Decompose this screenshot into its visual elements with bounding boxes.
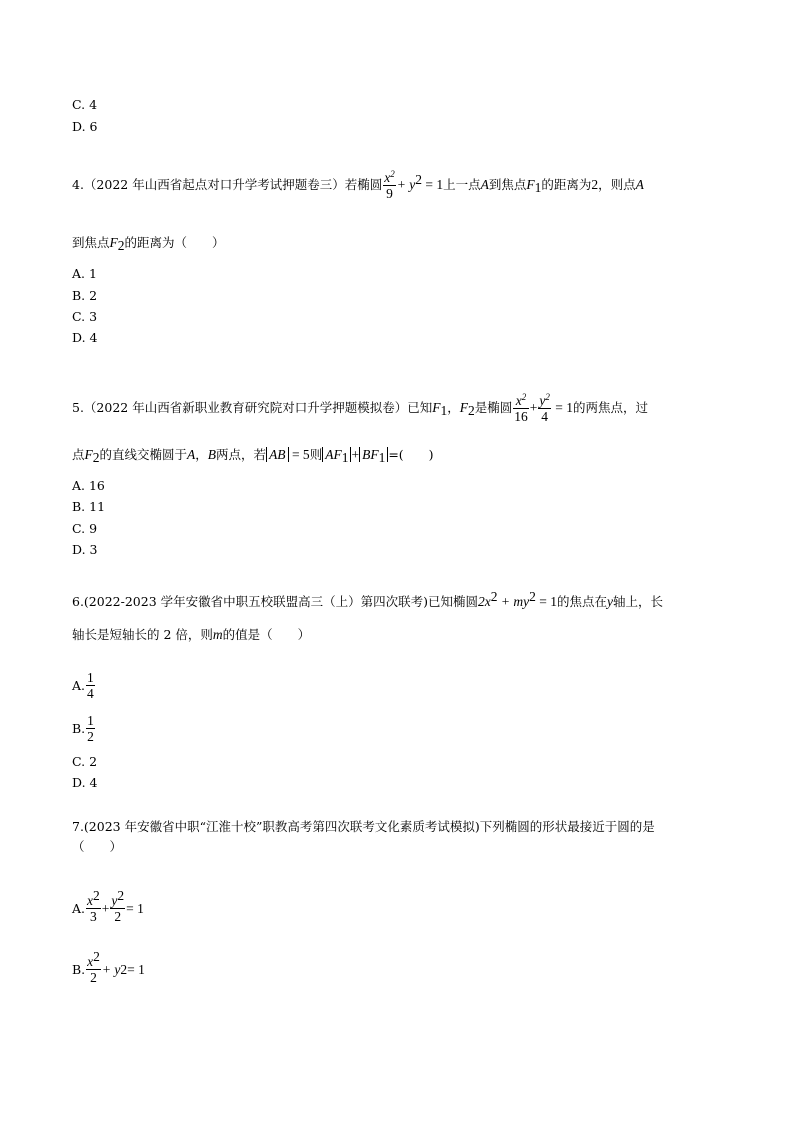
q5-option-b: B. 11 bbox=[72, 499, 106, 514]
q3-option-d: D. 6 bbox=[72, 119, 98, 134]
q4-option-b: B. 2 bbox=[72, 288, 98, 303]
q5-option-d: D. 3 bbox=[72, 542, 98, 557]
q7-option-a: A. $\frac{x^2}{3}$ + $\frac{y^2}{2}$ = 1 bbox=[72, 888, 144, 924]
q7-stem-line1: 7.(2023 年安徽省中职“江淮十校”职教高考第四次联考文化素质考试模拟)下列椭圆的形状最接近于圆的是 bbox=[72, 819, 655, 834]
q6-option-a: A. $\frac{1}{4}$ bbox=[72, 670, 94, 701]
q5-fraction-x2-16: $\frac{x^2}{16}$ bbox=[514, 392, 528, 424]
q5-option-c: C. 9 bbox=[72, 521, 98, 536]
q6-option-c: C. 2 bbox=[72, 754, 98, 769]
q7-stem-line2: （ ） bbox=[72, 839, 123, 854]
q5-stem-line1: 5.（2022 年山西省新职业教育研究院对口升学押题模拟卷）已知$F_1$，$F_2$是椭圆 $\frac{x^2}{16}$ + $\frac{y^2}{4}$ = 1的两焦点，过 bbox=[72, 392, 649, 424]
q5-abs-ab: AB bbox=[266, 447, 289, 462]
q4-option-d: D. 4 bbox=[72, 330, 98, 345]
q3-option-c: C. 4 bbox=[72, 97, 98, 112]
q5-abs-af1: $AF_1$ bbox=[322, 447, 351, 462]
q5-abs-bf1: $BF_1$ bbox=[359, 447, 388, 462]
q6-stem-line1: 6.(2022-2023 学年安徽省中职五校联盟高三（上）第四次联考)已知椭圆$2x^2 + my^2 = 1$的焦点在y轴上，长 bbox=[72, 589, 664, 609]
q4-stem-line1: 4.（2022 年山西省起点对口升学考试押题卷三）若椭圆 $\frac{x^2}{9}$ + $y^2 = 1$上一点A到焦点$F_1$的距离为2，则点A bbox=[72, 169, 644, 201]
q6-stem-line2: 轴长是短轴长的 2 倍，则m的值是（ ） bbox=[72, 627, 311, 642]
q5-stem-line2: 点$F_2$的直线交椭圆于A，B两点，若 AB = 5则 $AF_1 + BF_1$ =( ) bbox=[72, 447, 434, 465]
q4-fraction-x2-9: $\frac{x^2}{9}$ bbox=[384, 169, 395, 201]
q4-option-c: C. 3 bbox=[72, 309, 98, 324]
q5-fraction-y2-4: $\frac{y^2}{4}$ bbox=[539, 392, 550, 424]
q4-option-a: A. 1 bbox=[72, 266, 97, 281]
q6-option-b: B. $\frac{1}{2}$ bbox=[72, 713, 94, 744]
q5-option-a: A. 16 bbox=[72, 478, 105, 493]
q6-option-d: D. 4 bbox=[72, 775, 98, 790]
q7-option-b: B. $\frac{x^2}{2}$ + y 2 = 1 bbox=[72, 949, 145, 985]
q4-stem-line2: 到焦点$F_2$的距离为（ ） bbox=[72, 235, 225, 253]
